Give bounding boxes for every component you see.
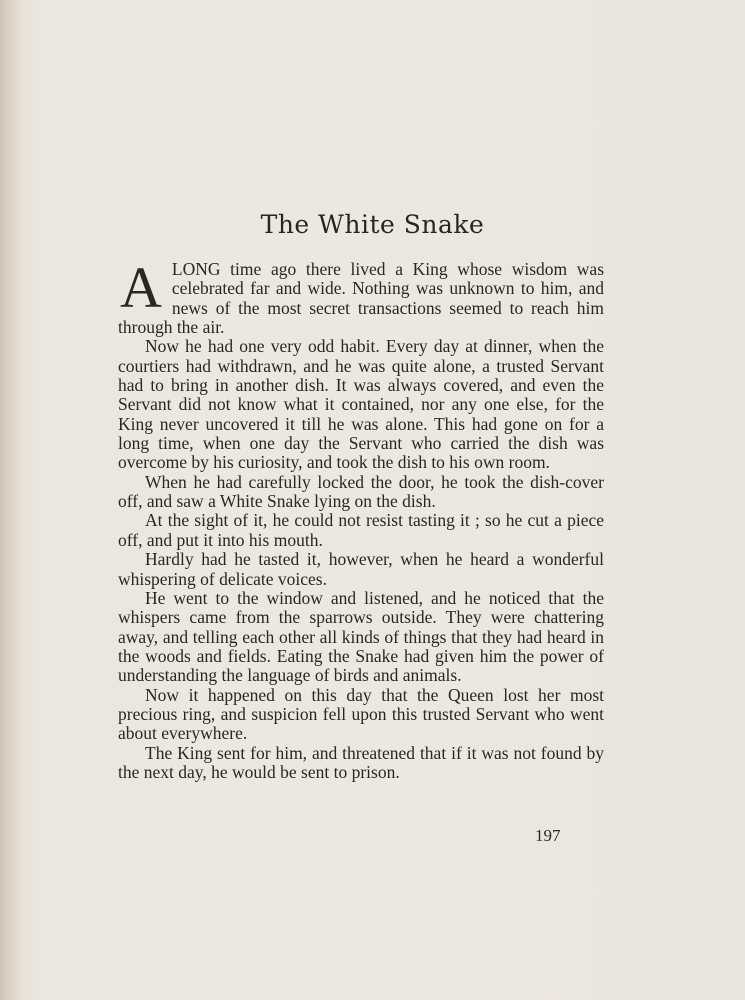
paragraph-5: Hardly had he tasted it, however, when he heard a wonderful whispering of delicate voices. bbox=[118, 549, 604, 589]
paragraph-8: The King sent for him, and threatened that if it was not found by the next day, he would be sent to prison. bbox=[118, 742, 604, 782]
page-gutter-shadow bbox=[0, 0, 22, 1000]
page-number: 197 bbox=[535, 826, 561, 845]
paragraph-4: At the sight of it, he could not resist tasting it ; so he cut a piece off, and put it into his mouth. bbox=[118, 510, 604, 550]
paragraph-2: Now he had one very odd habit. Every day at dinner, when the courtiers had withdrawn, and he was quite alone, a trusted Servant had to bring in another dish. It was always covered, and even the Servant did not know what it contained, nor any one else, for the King never uncovered it till he was alone. This had gone on for a long time, when one day the Servant who carried the dish was overcome by his curiosity, and took the dish to his own room. bbox=[118, 336, 604, 473]
paragraph-3: When he had carefully locked the door, he took the dish-cover off, and saw a White Snake lying on the dish. bbox=[118, 471, 604, 512]
paragraph-1-text: LONG time ago there lived a King whose wisdom was celebrated far and wide. Nothing was unknown to him, and news of the most secret transactions seemed to reach him through the air. bbox=[118, 259, 604, 338]
story-body bbox=[118, 255, 604, 782]
paragraph-1 bbox=[118, 255, 604, 338]
story-title: The White Snake bbox=[260, 210, 485, 239]
paragraph-7: Now it happened on this day that the Queen lost her most precious ring, and suspicion fell upon this trusted Servant who went about everywhere. bbox=[118, 684, 604, 744]
paragraph-6: He went to the window and listened, and he noticed that the whispers came from the sparrows outside. They were chattering away, and telling each other all kinds of things that they had heard in the woods and fields. Eating the Snake had given him the power of understanding the language of birds and animals. bbox=[118, 587, 604, 686]
drop-cap-letter: A bbox=[120, 255, 162, 320]
